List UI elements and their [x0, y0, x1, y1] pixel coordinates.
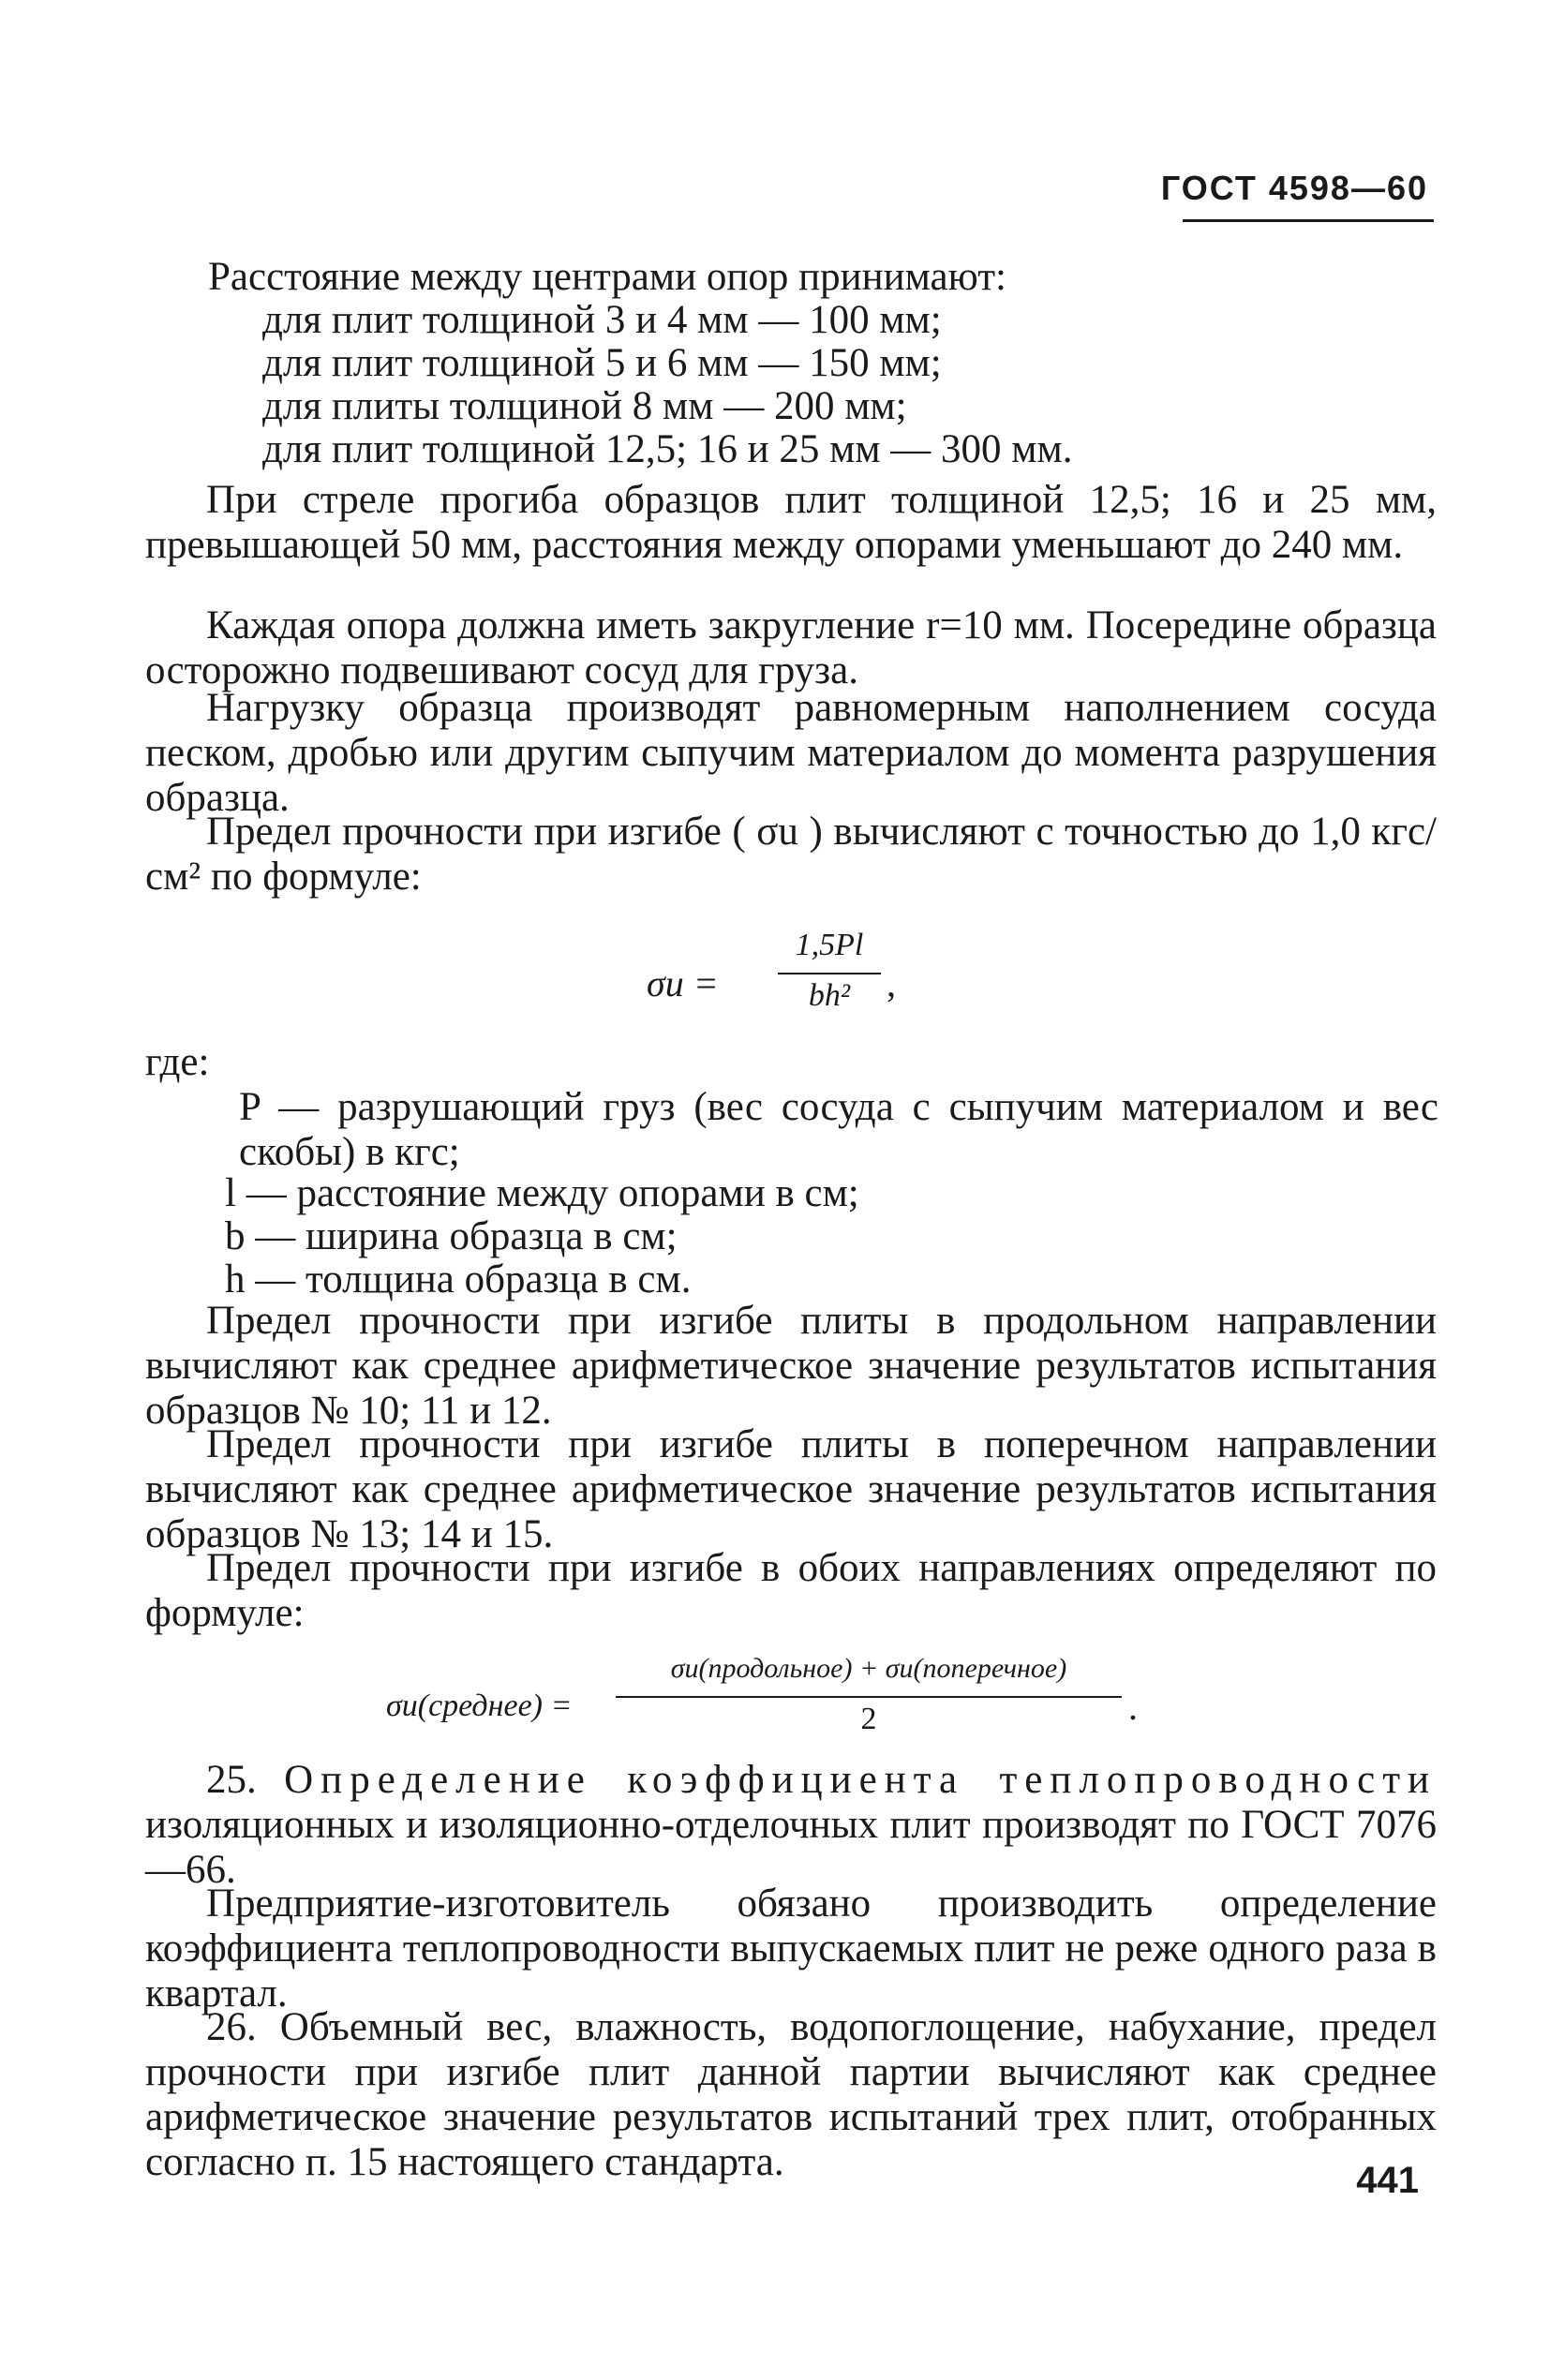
formula1-trail: ,: [887, 962, 896, 1004]
definition-p: P — разрушающий груз (вес сосуда с сыпучим материалом и вес скобы) в кгс;: [239, 1085, 1438, 1175]
support-distance-line-4: для плит толщиной 12,5; 16 и 25 мм — 300 мм.: [262, 427, 1073, 471]
paragraph-both-directions: Предел прочности при изгибе в обоих направлениях определяют по формуле:: [145, 1546, 1437, 1636]
paragraph-deflection: При стреле прогиба образцов плит толщиной 12,5; 16 и 25 мм, превышающей 50 мм, расстояния между опорами уменьшают до 240 мм.: [145, 478, 1437, 568]
formula1-lhs: σu =: [647, 962, 719, 1004]
header-rule: [1183, 219, 1434, 222]
where-label: где:: [145, 1040, 210, 1084]
paragraph-longitudinal: Предел прочности при изгибе плиты в продольном направлении вычисляют как среднее арифметическое значение результатов испытания образцов № 10; 11 и 12.: [145, 1299, 1437, 1434]
formula-average-strength: [386, 1649, 1164, 1752]
formula2-lhs: σu(среднее) =: [386, 1688, 573, 1723]
section-number-25: 25.: [206, 1758, 257, 1802]
formula2-trail: .: [1128, 1686, 1138, 1728]
section-text-thermal: изоляционных и изоляционно-отделочных плит производят по ГОСТ 7076—66.: [145, 1803, 1437, 1893]
paragraph-transverse: Предел прочности при изгибе плиты в поперечном направлении вычисляют как среднее арифметическое значение результатов испытания образцов № 13; 14 и 15.: [145, 1422, 1437, 1557]
paragraph-thermal-conductivity: [145, 1758, 1437, 1893]
definition-b: b — ширина образца в см;: [225, 1214, 678, 1258]
formula2-fraction-bar: [616, 1696, 1122, 1698]
support-distance-line-2: для плит толщиной 5 и 6 мм — 150 мм;: [262, 341, 942, 385]
support-distance-line-3: для плиты толщиной 8 мм — 200 мм;: [262, 384, 907, 428]
paragraph-loading: Нагрузку образца производят равномерным наполнением сосуда песком, дробью или другим сыпучим материалом до момента разрушения образца.: [145, 686, 1437, 821]
section-title-thermal: Определение коэффициента теплопроводности: [284, 1758, 1437, 1802]
support-distance-intro: Расстояние между центрами опор принимают:: [208, 255, 1006, 299]
formula2-numerator: σu(продольное) + σu(поперечное): [670, 1653, 1067, 1684]
paragraph-manufacturer: Предприятие-изготовитель обязано производить определение коэффициента теплопроводности выпускаемых плит не реже одного раза в квартал.: [145, 1882, 1437, 2016]
formula1-fraction-bar: [778, 973, 881, 974]
definition-l: l — расстояние между опорами в см;: [225, 1171, 859, 1215]
page-number: 441: [1356, 2160, 1419, 2201]
formula1-denominator: bh²: [808, 978, 851, 1013]
paragraph-section-26: 26. Объемный вес, влажность, водопоглощение, набухание, предел прочности при изгибе плит данной партии вычисляют как среднее арифметическое значение результатов испытаний трех плит, отобранных согласно п. 15 настоящего стандарта.: [145, 2005, 1437, 2185]
formula1-numerator: 1,5Pl: [795, 928, 864, 962]
standard-header: ГОСТ 4598—60: [1160, 169, 1428, 207]
paragraph-support-rounding: Каждая опора должна иметь закругление r=10 мм. Посередине образца осторожно подвешивают сосуд для груза.: [145, 603, 1437, 693]
formula2-denominator: 2: [860, 1702, 877, 1736]
paragraph-strength-intro: Предел прочности при изгибе ( σu ) вычисляют с точностью до 1,0 кгс/см² по формуле:: [145, 810, 1437, 900]
support-distance-line-1: для плит толщиной 3 и 4 мм — 100 мм;: [262, 298, 942, 342]
definition-h: h — толщина образца в см.: [225, 1257, 692, 1302]
formula-bending-strength: [647, 928, 946, 1031]
